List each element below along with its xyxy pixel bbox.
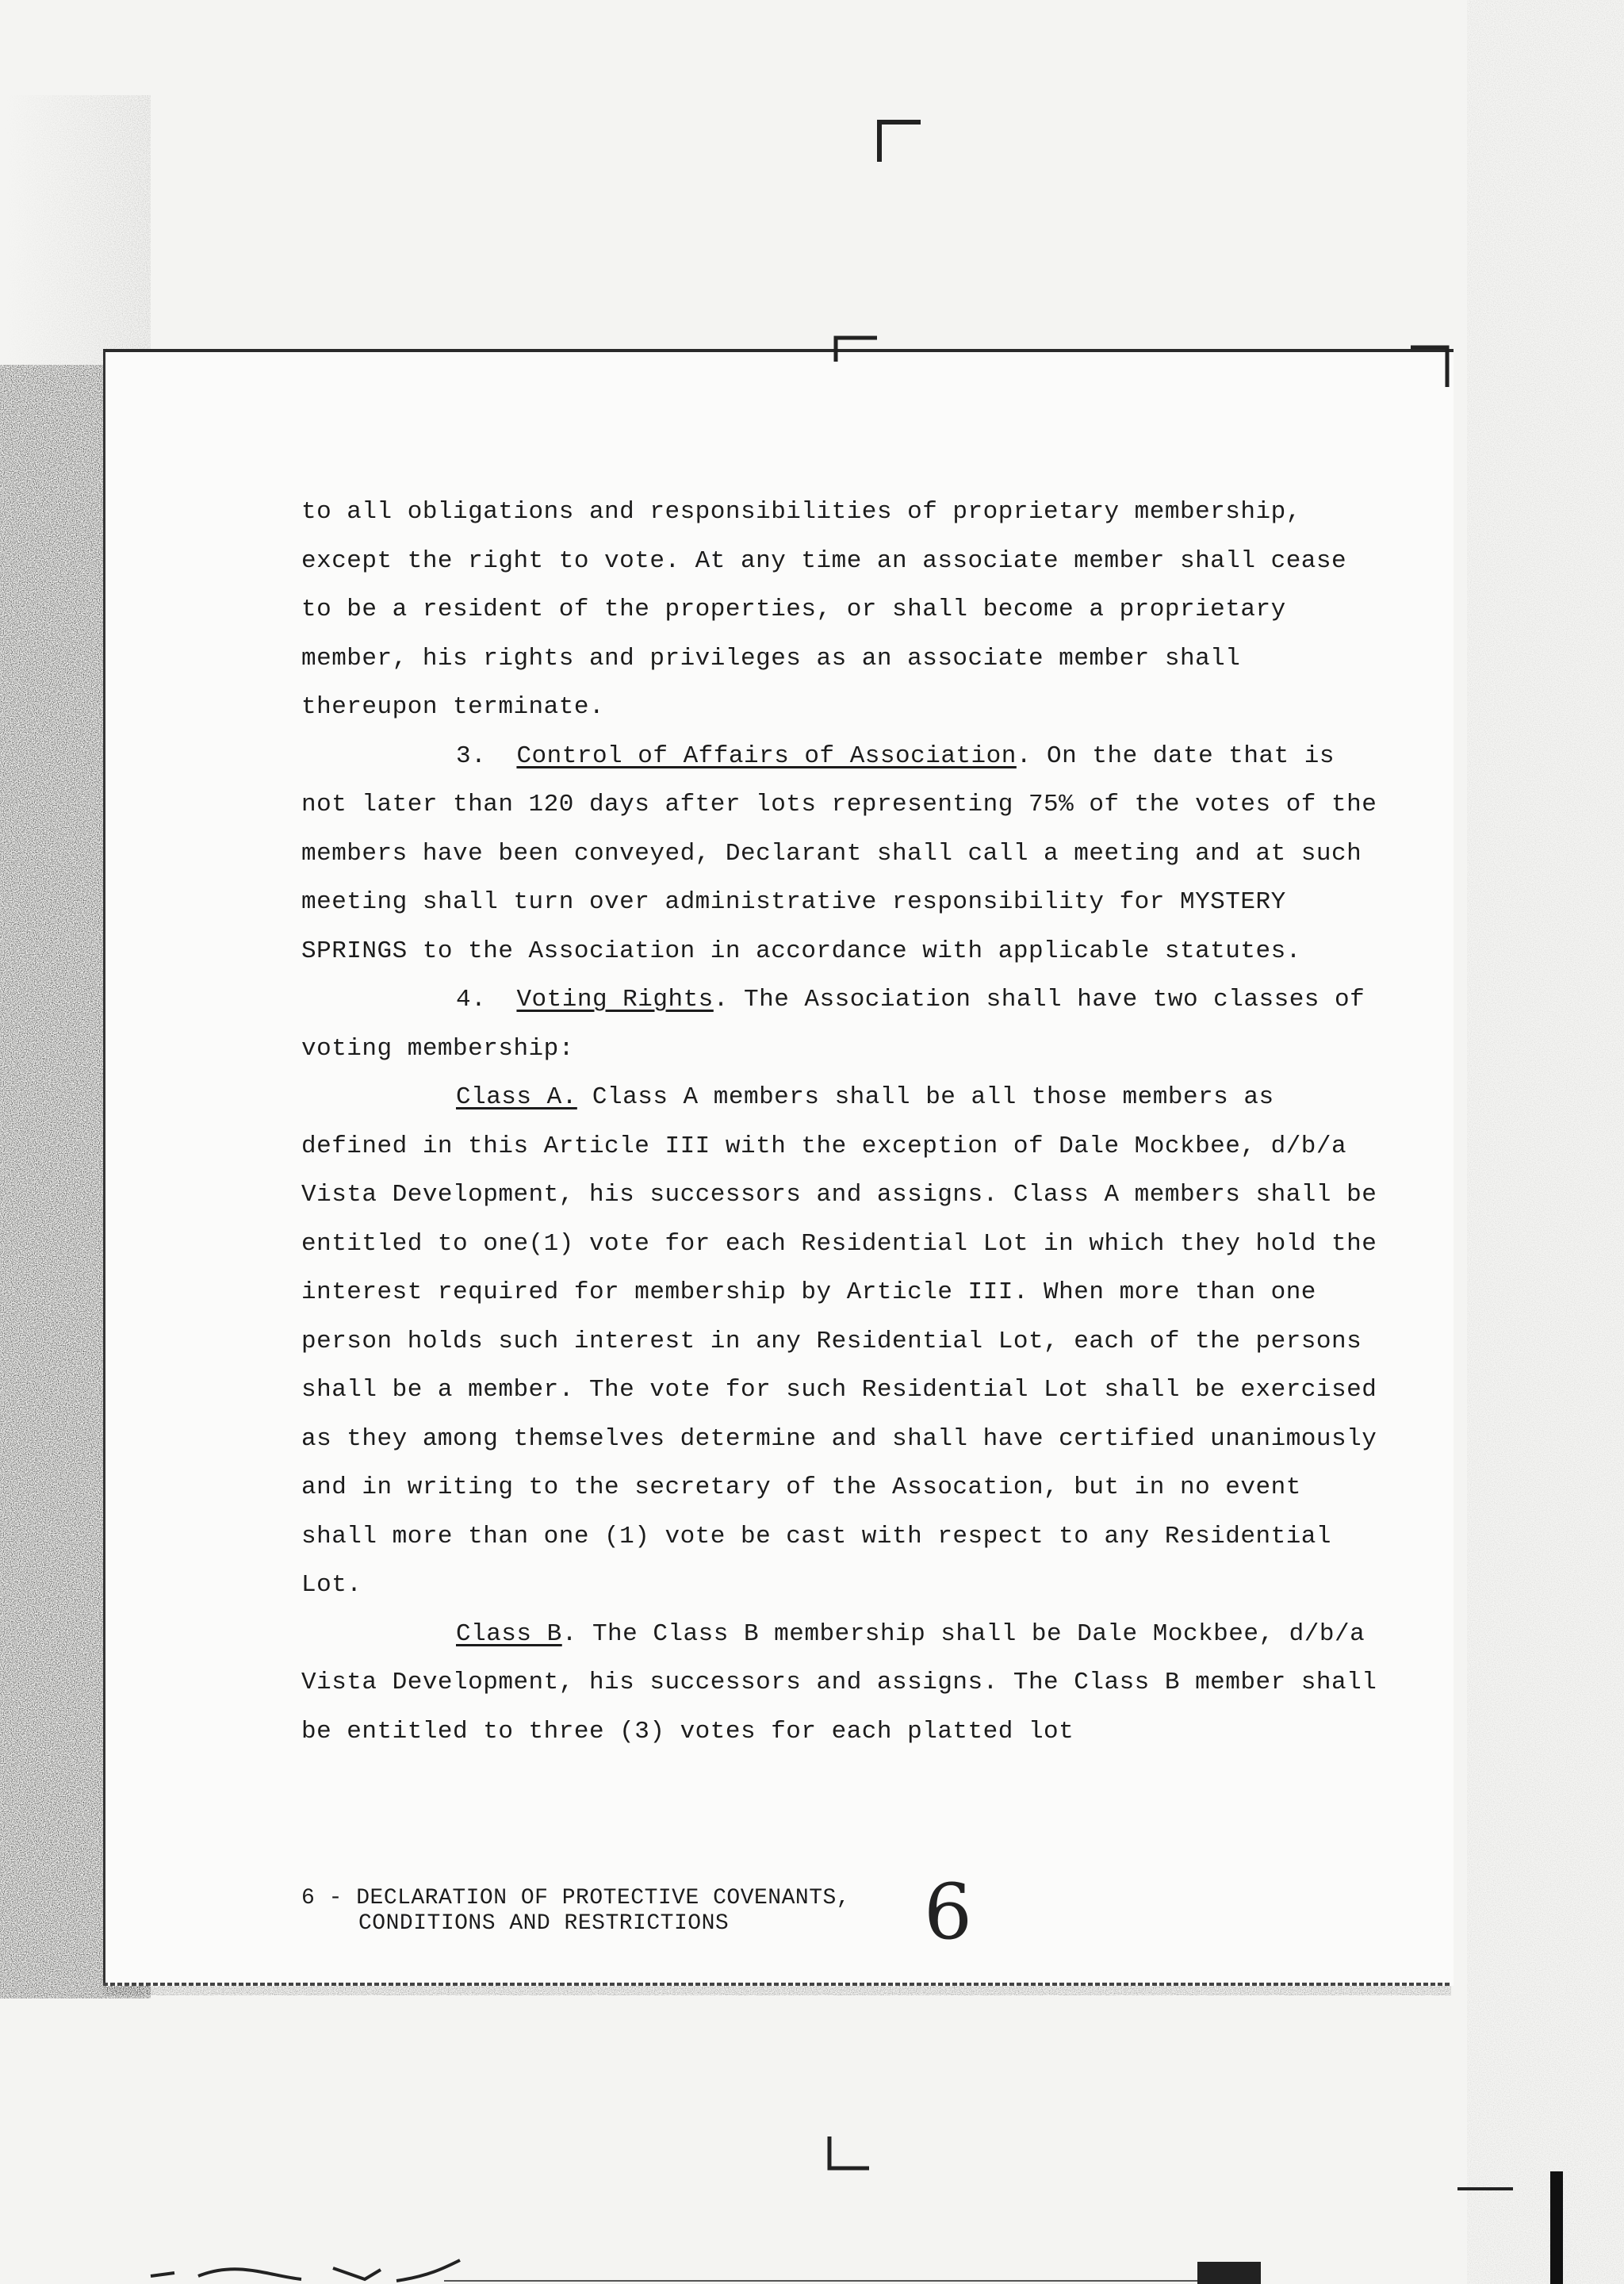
class-a-text: Class A members shall be all those members as defined in this Article III with the exception of Dale Mockbee, d/b/a Vista Development, his successors and assigns. Class A members shall be entitled to one(1) vote for each Residential Lot in which they hold the interest required for membership by Article III. When more than one person holds such interest in any Residential Lot, each of the persons shall be a member. The vote for such Residential Lot shall be exercised as they among themselves determine and shall have certified unanimously and in writing to the secretary of the Assocation, but in no event shall more than one (1) vote be cast with respect to any Residential Lot. <box>301 1083 1377 1599</box>
scan-bottom-strokes <box>143 2252 1332 2284</box>
section-4-text: . The Association shall have two classes of voting membership: <box>301 986 1365 1063</box>
scan-right-edge-bar <box>1550 2171 1563 2284</box>
corner-mark-top-right <box>1408 343 1455 390</box>
scan-right-dash <box>1457 2185 1513 2193</box>
section-3-number: 3. <box>456 742 487 770</box>
section-3 <box>301 732 1380 976</box>
paragraph-associate-members: to all obligations and responsibilities of proprietary membership, except the right to vote. At any time an associate member shall cease to be a resident of the properties, or shall become a proprietary member, his rights and privileges as an associate member shall thereupon terminate. <box>301 498 1347 721</box>
corner-mark-top-left <box>833 333 880 365</box>
section-3-heading: Control of Affairs of Association <box>516 742 1017 770</box>
class-b-text: . The Class B membership shall be Dale Mockbee, d/b/a Vista Development, his successors and assigns. The Class B member shall be entitled to three (3) votes for each platted lot <box>301 1619 1377 1746</box>
footer-line-1: 6 - DECLARATION OF PROTECTIVE COVENANTS, <box>301 1886 851 1910</box>
class-b <box>301 1610 1380 1757</box>
section-4 <box>301 975 1380 1073</box>
page-bottom-edge <box>103 1979 1451 1989</box>
handwritten-page-number: 6 <box>924 1868 973 1956</box>
class-a <box>301 1073 1380 1610</box>
section-3-text: . On the date that is not later than 120 days after lots representing 75% of the votes of the members have been conveyed, Declarant shall call a meeting and at such meeting shall turn over administrative responsibility for MYSTERY SPRINGS to the Association in accordance with applicable statutes. <box>301 742 1377 965</box>
body-text <box>301 488 1380 1756</box>
class-a-heading: Class A. <box>456 1083 577 1111</box>
page-footer <box>301 1886 850 1937</box>
class-b-heading: Class B <box>456 1619 562 1648</box>
section-4-number: 4. <box>456 986 487 1014</box>
corner-mark-bottom <box>825 2133 872 2173</box>
section-4-heading: Voting Rights <box>516 986 714 1014</box>
corner-mark-top <box>876 117 924 165</box>
footer-line-2: CONDITIONS AND RESTRICTIONS <box>358 1911 730 1936</box>
